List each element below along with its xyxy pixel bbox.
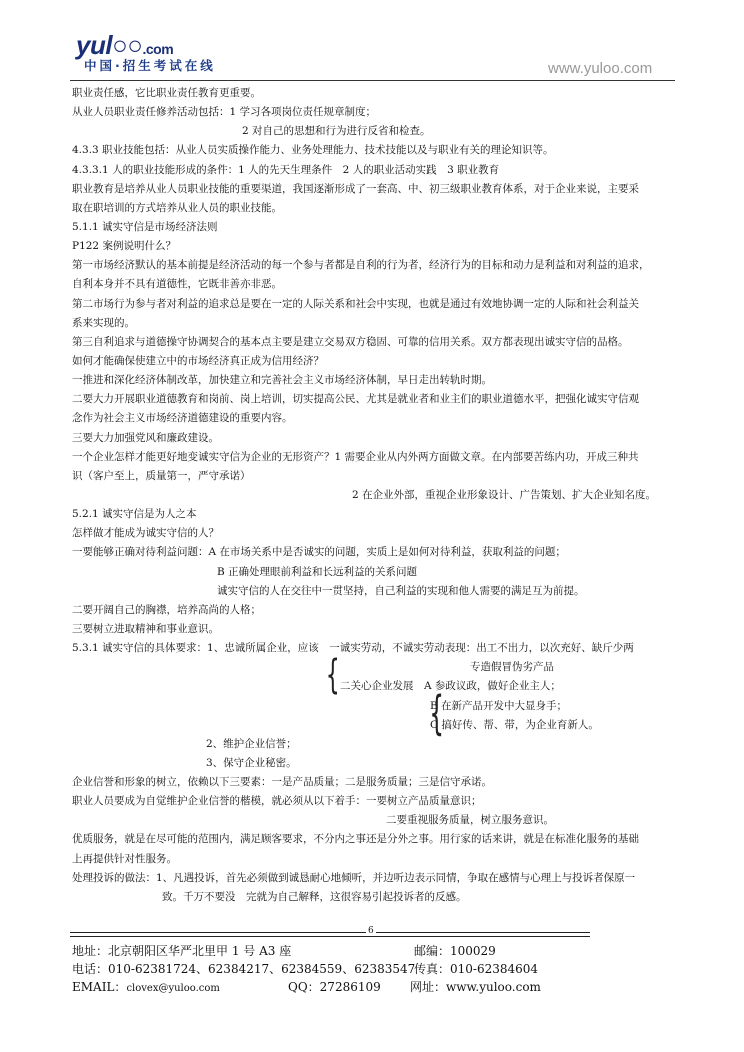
text-line: 专造假冒伪劣产品 [470, 661, 554, 674]
text-line: 5.1.1 诚实守信是市场经济法则 [72, 220, 218, 233]
text-line: 2 对自己的思想和行为进行反省和检查。 [242, 125, 431, 138]
text-line: 5.3.1 诚实守信的具体要求：1、忠诚所属企业，应该 一诚实劳动，不诚实劳动表现：出工不出力，以次充好、缺斤少两 [72, 642, 634, 655]
text-line: 二关心企业发展 A 参政议政，做好企业主人； [340, 680, 561, 693]
footer-email-label: EMAIL： [72, 980, 127, 994]
footer-address: 地址：北京朝阳区华严北里甲 1 号 A3 座 [72, 944, 292, 958]
text-line: 2、维护企业信誉； [206, 737, 297, 750]
footer-website[interactable]: 网址：www.yuloo.com [410, 980, 541, 994]
text-line: 取在职培训的方式培养从业人员的职业技能。 [72, 201, 282, 214]
text-line: 念作为社会主义市场经济道德建设的重要内容。 [72, 412, 293, 425]
logo-com-text: .com [142, 41, 174, 57]
text-line: 4.3.3.1 人的职业技能形成的条件：1 人的先天生理条件 2 人的职业活动实践 3 职业教育 [72, 163, 500, 176]
logo-slogan: 中国·招生考试在线 [84, 58, 216, 73]
text-line: 处理投诉的做法：1、凡遇投诉，首先必须做到诚恳耐心地倾听，并边听边表示同情，争取在感情与心理上与投诉者保原一 [72, 871, 636, 884]
text-line: C 搞好传、帮、带，为企业育新人。 [430, 718, 599, 731]
footer-divider [70, 932, 590, 933]
text-line: 2 在企业外部，重视企业形象设计、广告策划、扩大企业知名度。 [352, 488, 657, 501]
text-line: B 在新产品开发中大显身手； [430, 699, 568, 712]
text-line: 自利本身并不具有道德性，它既非善亦非恶。 [72, 278, 282, 291]
footer-email[interactable]: clovex@yuloo.com [126, 983, 220, 994]
text-line: 二要大力开展职业道德教育和岗前、岗上培训，切实提高公民、尤其是就业者和业主们的职业道德水平，把强化诚实守信观 [72, 393, 639, 406]
text-line: 5.2.1 诚实守信是为人之本 [72, 508, 197, 521]
text-line: 一个企业怎样才能更好地变诚实守信为企业的无形资产？1 需要企业从内外两方面做文章。在内部要苦练内功，开成三种共 [72, 450, 639, 463]
logo-main-text: yul○○ [76, 30, 143, 60]
footer-phone: 电话：010-62381724、62384217、62384559、62383547 [72, 962, 416, 976]
text-line: 一要能够正确对待利益问题：A 在市场关系中是否诚实的问题，实质上是如何对待利益，获取利益的问题； [72, 546, 566, 559]
footer-postcode: 邮编：100029 [414, 944, 496, 958]
footer-fax: 传真：010-62384604 [414, 962, 539, 976]
text-line: 三要大力加强党风和廉政建设。 [72, 431, 219, 444]
text-line: 从业人员职业责任修养活动包括：1 学习各项岗位责任规章制度； [72, 106, 377, 119]
text-line: 诚实守信的人在交往中一贯坚持，自己利益的实现和他人需要的满足互为前提。 [217, 584, 585, 597]
header-divider [70, 80, 675, 81]
text-line: 致。千万不要没 完就为自己解释，这很容易引起投诉者的反感。 [162, 890, 467, 903]
footer-divider [70, 936, 590, 937]
text-line: 职业教育是培养从业人员职业技能的重要渠道，我国逐渐形成了一套高、中、初三级职业教育体系，对于企业来说，主要采 [72, 182, 639, 195]
text-line: 3、保守企业秘密。 [206, 756, 297, 769]
text-line: 职业人员要成为自觉维护企业信誉的楷模，就必须从以下着手：一要树立产品质量意识； [72, 795, 482, 808]
text-line: 系来实现的。 [72, 316, 135, 329]
text-line: 如何才能确保使建立中的市场经济真正成为信用经济？ [72, 354, 324, 367]
text-line: 上再提供针对性服务。 [72, 852, 177, 865]
header-site-url: www.yuloo.com [548, 60, 653, 77]
text-line: 第二市场行为参与者对利益的追求总是要在一定的人际关系和社会中实现，也就是通过有效地协调一定的人际和社会利益关 [72, 297, 639, 310]
text-line: 二要开阔自己的胸襟，培养高尚的人格； [72, 603, 261, 616]
text-line: 二要重视服务质量，树立服务意识。 [386, 814, 554, 827]
brace-left-icon: { [325, 652, 340, 698]
text-line: 第一市场经济默认的基本前提是经济活动的每一个参与者都是自利的行为者，经济行为的目标和动力是利益和对利益的追求， [72, 259, 650, 272]
text-line: 怎样做才能成为诚实守信的人？ [72, 527, 219, 540]
text-line: 4.3.3 职业技能包括：从业人员实质操作能力、业务处理能力、技术技能以及与职业有关的理论知识等。 [72, 144, 554, 157]
text-line: 企业信誉和形象的树立，依赖以下三要素：一是产品质量；二是服务质量；三是信守承诺。 [72, 776, 492, 789]
footer-qq: QQ：27286109 [288, 980, 381, 994]
text-line: 优质服务，就是在尽可能的范围内，满足顾客要求，不分内之事还是分外之事。用行家的话来讲，就是在标准化服务的基础 [72, 833, 639, 846]
text-line: P122 案例说明什么？ [72, 240, 176, 253]
footer-email-row [72, 978, 220, 995]
text-line: B 正确处理眼前利益和长远利益的关系问题 [217, 565, 418, 578]
document-body [72, 84, 684, 907]
text-line: 第三自利追求与道德操守协调契合的基本点主要是建立交易双方稳固、可靠的信用关系。双方都表现出诚实守信的品格。 [72, 335, 629, 348]
text-line: 一推进和深化经济体制改革，加快建立和完善社会主义市场经济体制，早日走出转轨时期。 [72, 374, 492, 387]
text-line: 三要树立进取精神和事业意识。 [72, 622, 219, 635]
brace-left-icon: { [429, 686, 444, 740]
page-number: 6 [368, 926, 374, 936]
text-line: 识（客户至上，质量第一，严守承诺） [72, 469, 251, 482]
text-line: 职业责任感，它比职业责任教育更重要。 [72, 87, 261, 99]
